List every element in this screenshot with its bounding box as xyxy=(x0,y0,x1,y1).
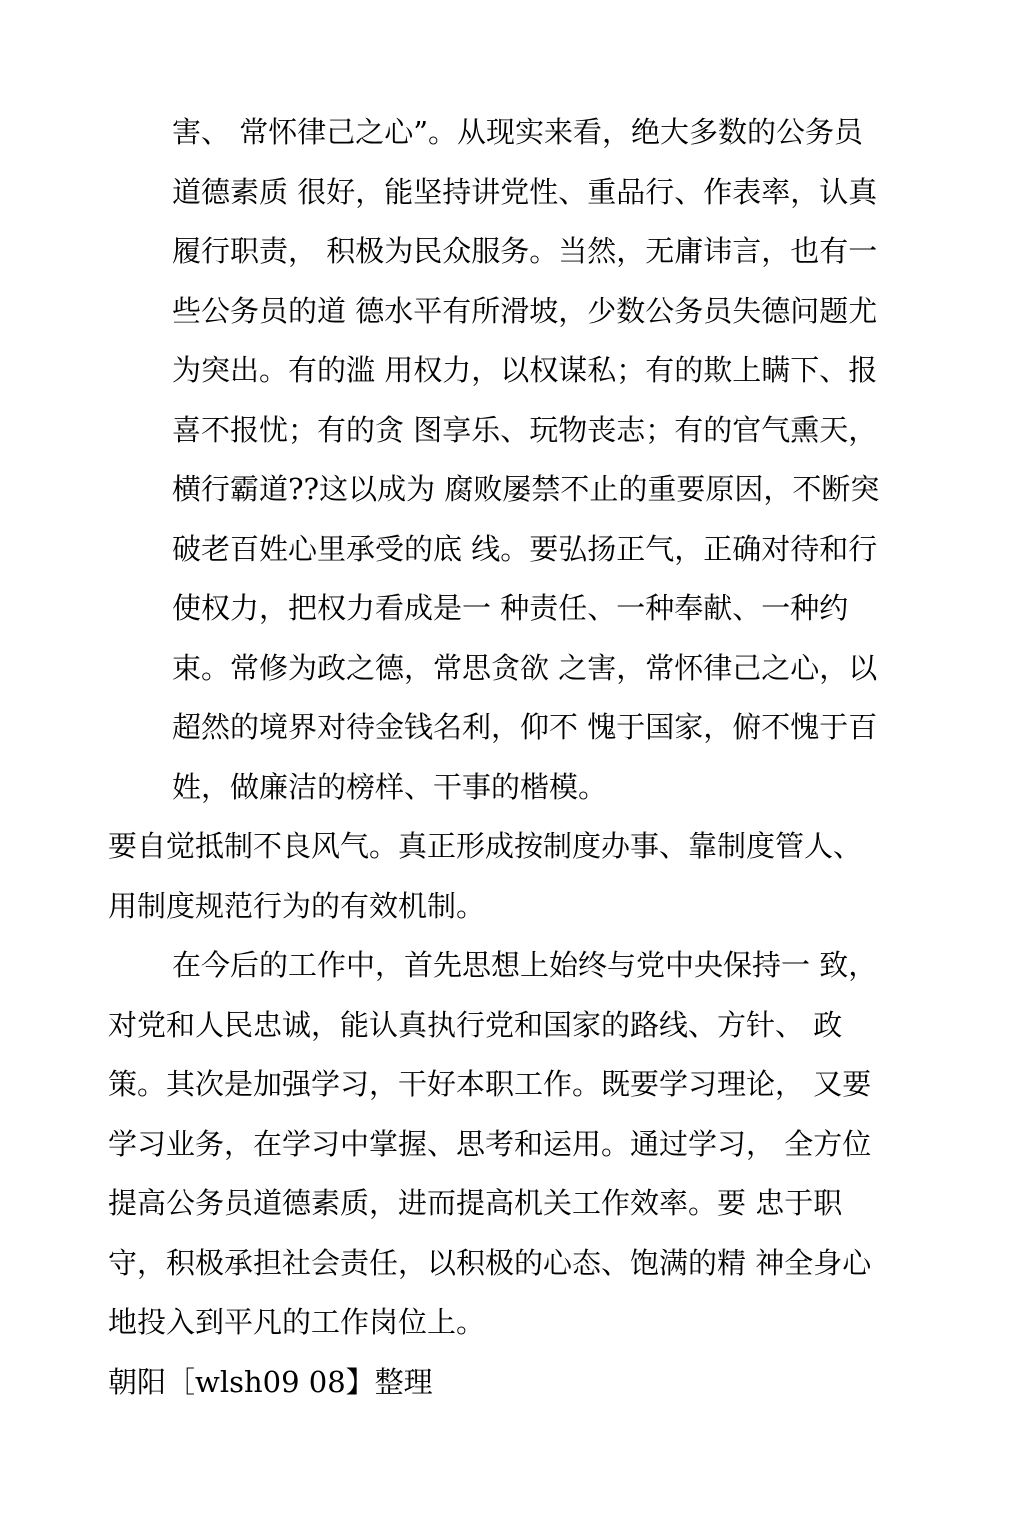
paragraph-line: 策。其次是加强学习，干好本职工作。既要学习理论， 又要 xyxy=(108,1067,872,1101)
paragraph-line: 履行职责， 积极为民众服务。当然，无庸讳言，也有一 xyxy=(172,234,878,268)
paragraph-line: 地投入到平凡的工作岗位上。 xyxy=(108,1305,486,1339)
paragraph-line: 对党和人民忠诚，能认真执行党和国家的路线、方针、 政 xyxy=(108,1008,843,1042)
paragraph-line: 使权力，把权力看成是一 种责任、一种奉献、一种约 xyxy=(172,591,849,625)
paragraph-line: 道德素质 很好，能坚持讲党性、重品行、作表率，认真 xyxy=(172,175,878,209)
paragraph-line: 用制度规范行为的有效机制。 xyxy=(108,889,486,923)
paragraph-line: 横行霸道??这以成为 腐败屡禁不止的重要原因，不断突 xyxy=(172,472,880,506)
paragraph-line: 破老百姓心里承受的底 线。要弘扬正气，正确对待和行 xyxy=(172,532,878,566)
paragraph-line: 超然的境界对待金钱名利，仰不 愧于国家，俯不愧于百 xyxy=(172,710,878,744)
paragraph-line: 学习业务，在学习中掌握、思考和运用。通过学习， 全方位 xyxy=(108,1127,872,1161)
source-credit: 朝阳［wlsh09 08】整理 xyxy=(108,1365,433,1399)
paragraph-line: 在今后的工作中，首先思想上始终与党中央保持一 致， xyxy=(172,948,878,982)
paragraph-line: 些公务员的道 德水平有所滑坡，少数公务员失德问题尤 xyxy=(172,294,878,328)
paragraph-line: 守，积极承担社会责任，以积极的心态、饱满的精 神全身心 xyxy=(108,1246,872,1280)
paragraph-line: 提高公务员道德素质，进而提高机关工作效率。要 忠于职 xyxy=(108,1186,843,1220)
paragraph-line: 喜不报忧；有的贪 图享乐、玩物丧志；有的官气熏天， xyxy=(172,413,878,447)
paragraph-line: 为突出。有的滥 用权力，以权谋私；有的欺上瞒下、报 xyxy=(172,353,878,387)
paragraph-line: 姓，做廉洁的榜样、干事的楷模。 xyxy=(172,770,608,804)
paragraph-line: 害、 常怀律己之心”。从现实来看，绝大多数的公务员 xyxy=(172,115,864,149)
paragraph-line: 要自觉抵制不良风气。真正形成按制度办事、靠制度管人、 xyxy=(108,829,863,863)
paragraph-line: 束。常修为政之德，常思贪欲 之害，常怀律己之心，以 xyxy=(172,651,878,685)
